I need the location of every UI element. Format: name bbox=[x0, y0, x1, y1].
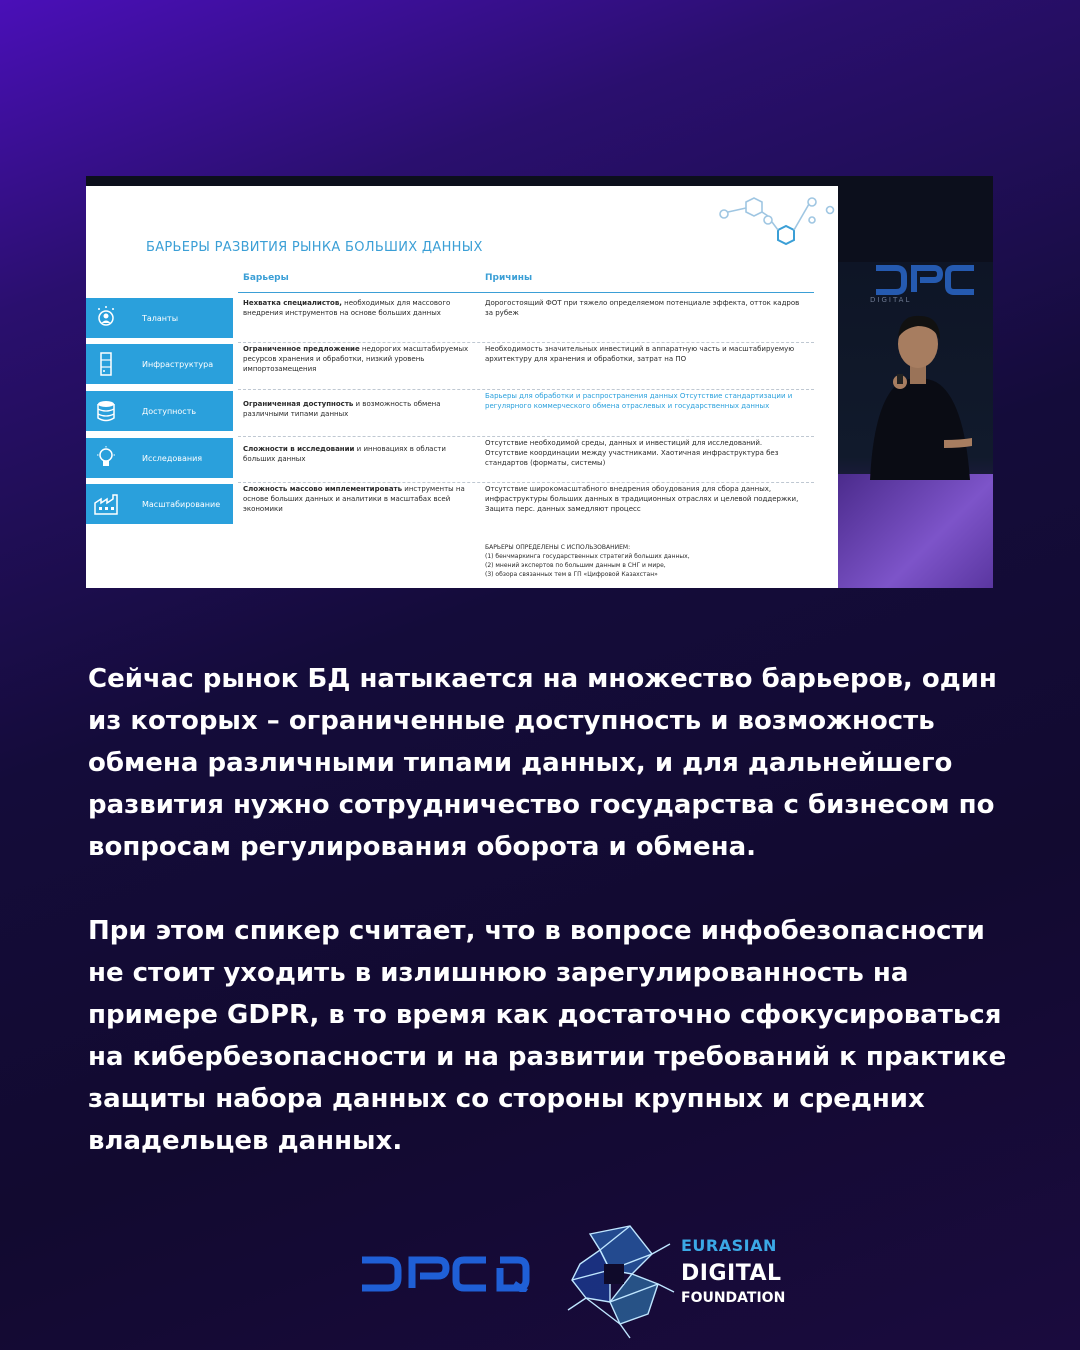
column-header-reasons: Причины bbox=[485, 273, 533, 283]
category-label: Таланты bbox=[142, 313, 179, 323]
header-divider bbox=[238, 292, 814, 293]
slide-title: БАРЬЕРЫ РАЗВИТИЯ РЫНКА БОЛЬШИХ ДАННЫХ bbox=[146, 240, 483, 255]
category-cell bbox=[86, 391, 233, 431]
category-cell bbox=[86, 344, 233, 384]
footnote-line: (3) обзора связанных тем в ГП «Цифровой Казахстан» bbox=[485, 571, 658, 578]
barrier-text: Ограниченная доступность и возможность обмена различными типами данных bbox=[243, 400, 441, 418]
barrier-text: Нехватка специалистов, необходимых для массового внедрения инструментов на основе больших данных bbox=[243, 299, 451, 317]
eurasian-digital-foundation-emblem-icon bbox=[560, 1214, 676, 1340]
barrier-text: Ограниченное предложение недорогих масштабируемых ресурсов хранения и обработки, низкий уровень импортозамещения bbox=[243, 345, 469, 373]
footnote-line: (1) бенчмаркинга государственных стратегий больших данных, bbox=[485, 553, 690, 560]
category-label: Инфраструктура bbox=[142, 359, 214, 369]
category-cell bbox=[86, 438, 233, 478]
slide-footnote bbox=[485, 543, 815, 579]
row-divider bbox=[238, 436, 814, 437]
presentation-photo bbox=[86, 176, 993, 588]
body-paragraph-1: Сейчас рынок БД натыкается на множество барьеров, один из которых – ограниченные доступность и возможность обмена различными типами данных, и для дальнейшего развития нужно сотрудничество государства с бизнесом по вопросам регулирования оборота и обмена. bbox=[88, 664, 997, 862]
molecule-decoration-icon bbox=[716, 190, 836, 250]
logo-word-eurasian: EURASIAN bbox=[681, 1236, 777, 1255]
drcq-logo-icon bbox=[360, 1256, 530, 1292]
body-paragraph-2: При этом спикер считает, что в вопросе инфобезопасности не стоит уходить в излишнюю зарегулированность на примере GDPR, в то время как достаточно сфокусироваться на кибербезопасности и на развитии требований к практике защиты набора данных со стороны крупных и средних владельцев данных. bbox=[88, 916, 1007, 1156]
slide bbox=[86, 186, 838, 588]
barrier-text: Сложность массово имплементировать инструменты на основе больших данных и аналитики в масштабах всей экономики bbox=[243, 485, 465, 513]
reason-text: Барьеры для обработки и распространения данных Отсутствие стандартизации и регулярного коммерческого обмена отраслевых и государственных данных bbox=[485, 392, 793, 410]
stage-floor bbox=[838, 474, 993, 588]
row-divider bbox=[238, 342, 814, 343]
category-label: Исследования bbox=[142, 453, 203, 463]
stage-screen bbox=[838, 262, 993, 588]
eurasian-digital-foundation-logo bbox=[681, 1236, 785, 1306]
reason-text: Необходимость значительных инвестиций в аппаратную часть и масштабируемую архитектуру для хранения и обработки, затрат на ПО bbox=[485, 345, 795, 363]
footnote-line: (2) мнений экспертов по большим данным в СНГ и мире, bbox=[485, 562, 666, 569]
reason-text: Отсутствие широкомасштабного внедрения обоудования для сбора данных, инфраструктуры больших данных в традиционных отраслях и целевой поддержки, Защита перс. данных замедляют процесс bbox=[485, 485, 799, 513]
category-label: Масштабирование bbox=[142, 499, 221, 509]
category-label: Доступность bbox=[142, 406, 197, 416]
factory-icon bbox=[86, 484, 126, 524]
column-header-barriers: Барьеры bbox=[243, 273, 289, 283]
server-icon bbox=[86, 344, 126, 384]
speaker-figure-icon bbox=[860, 290, 980, 480]
reason-text: Дорогостоящий ФОТ при тяжело определяемом потенциале эффекта, отток кадров за рубеж bbox=[485, 299, 800, 317]
database-icon bbox=[86, 391, 126, 431]
category-cell bbox=[86, 484, 233, 524]
row-divider bbox=[238, 482, 814, 483]
category-cell bbox=[86, 298, 233, 338]
reason-text: Отсутствие необходимой среды, данных и инвестиций для исследований. Отсутствие координации между участниками. Хаотичная инфраструктура без стандартов (форматы, системы) bbox=[485, 439, 779, 467]
person-stars-icon bbox=[86, 298, 126, 338]
footnote-title: БАРЬЕРЫ ОПРЕДЕЛЕНЫ С ИСПОЛЬЗОВАНИЕМ: bbox=[485, 544, 631, 551]
logo-word-digital: DIGITAL bbox=[681, 1261, 782, 1286]
logo-word-foundation: FOUNDATION bbox=[681, 1290, 786, 1306]
screen-subtitle: DIGITAL bbox=[870, 296, 912, 304]
row-divider bbox=[238, 389, 814, 390]
barrier-text: Сложности в исследовании и инновациях в области больших данных bbox=[243, 445, 446, 463]
lightbulb-icon bbox=[86, 438, 126, 478]
